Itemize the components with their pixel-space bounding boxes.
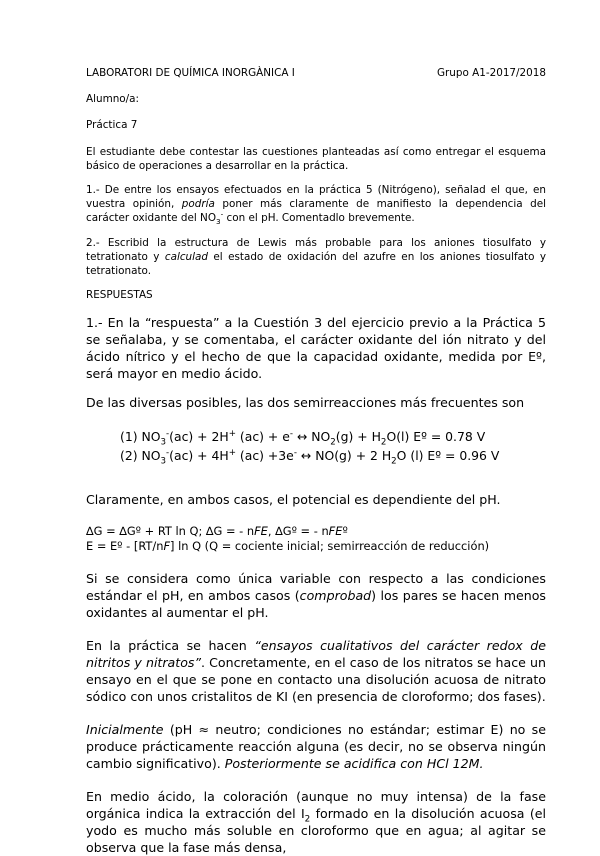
equation-block — [86, 427, 546, 465]
initial-observation-paragraph: Inicialmente (pH ≈ neutro; condiciones no estándar; estimar E) no se produce prácticamente reacción alguna (es decir, no se observa ningún cambio significativo). Posteriormente se acidifica con HCl 12M. — [86, 722, 546, 772]
acid-medium-paragraph: En medio ácido, la coloración (aunque no muy intensa) de la fase orgánica indica la extracción del $I_2$ formado en la disolución acuosa (el yodo es mucho más soluble en cloroformo que en agua; al agitar se observa que la fase más densa, — [86, 789, 546, 856]
practice-title: Práctica 7 — [86, 119, 138, 132]
question-1: 1.- De entre los ensayos efectuados en la práctica 5 (Nitrógeno), señalad el que, en vuestra opinión, podría poner más claramente de manifiesto la dependencia del carácter oxidante del $NO_3^-$ con el pH. Comentadlo brevemente. — [86, 184, 547, 227]
intro-paragraph: El estudiante debe contestar las cuestiones planteadas así como entregar el esquema básico de operaciones a desarrollar en la práctica. — [86, 145, 546, 172]
equation-2: (2) $NO_3^-(ac) + 4H^+$ (ac) +3e- ↔ NO(g) + 2 $H_2O$ (l) Eº = 0.96 V — [120, 448, 500, 467]
document-page — [86, 66, 546, 856]
gibbs-equation: ∆G = ∆Gº + RT ln Q; ∆G = - nFE, ∆Gº = - nFEº — [86, 524, 348, 539]
course-title: LABORATORI DE QUÍMICA INORGÀNICA I — [86, 67, 295, 79]
document-header — [86, 66, 546, 80]
ph-variable-paragraph: Si se considera como única variable con respecto a las condiciones estándar el pH, en ambos casos (comprobad) los pares se hacen menos oxidantes al aumentar el pH. — [86, 571, 546, 621]
answer-1-paragraph: 1.- En la “respuesta” a la Cuestión 3 del ejercicio previo a la Práctica 5 se señalaba, y se comentaba, el carácter oxidante del ión nitrato y del ácido nítrico y el hecho de que la capacidad oxidante, medida por Eº, será mayor en medio ácido. — [86, 315, 546, 382]
semireactions-intro: De las diversas posibles, las dos semirreacciones más frecuentes son — [86, 395, 525, 411]
answers-heading: RESPUESTAS — [86, 289, 153, 302]
student-label: Alumno/a: — [86, 93, 140, 106]
equation-1: (1) $NO_3^-(ac) + 2H^+$ (ac) + e- ↔ $NO_2(g) + H_2O(l)$ Eº = 0.78 V — [120, 429, 486, 448]
question-2: 2.- Escribid la estructura de Lewis más probable para los aniones tiosulfato y tetrationato y calculad el estado de oxidación del azufre en los aniones tiosulfato y tetrationato. — [86, 236, 546, 278]
ph-dependence-statement: Claramente, en ambos casos, el potencial es dependiente del pH. — [86, 492, 501, 508]
practice-tests-paragraph: En la práctica se hacen “ensayos cualitativos del carácter redox de nitritos y nitratos”. Concretamente, en el caso de los nitratos se hace un ensayo en el que se pone en contacto una disolución acuosa de nitrato sódico con unos cristalitos de KI (en presencia de cloroformo; dos fases). — [86, 638, 546, 705]
group-label: Grupo A1-2017/2018 — [436, 67, 546, 79]
nernst-equation: E = Eº - [RT/nF] ln Q (Q = cociente inicial; semirreacción de reducción) — [86, 539, 490, 554]
